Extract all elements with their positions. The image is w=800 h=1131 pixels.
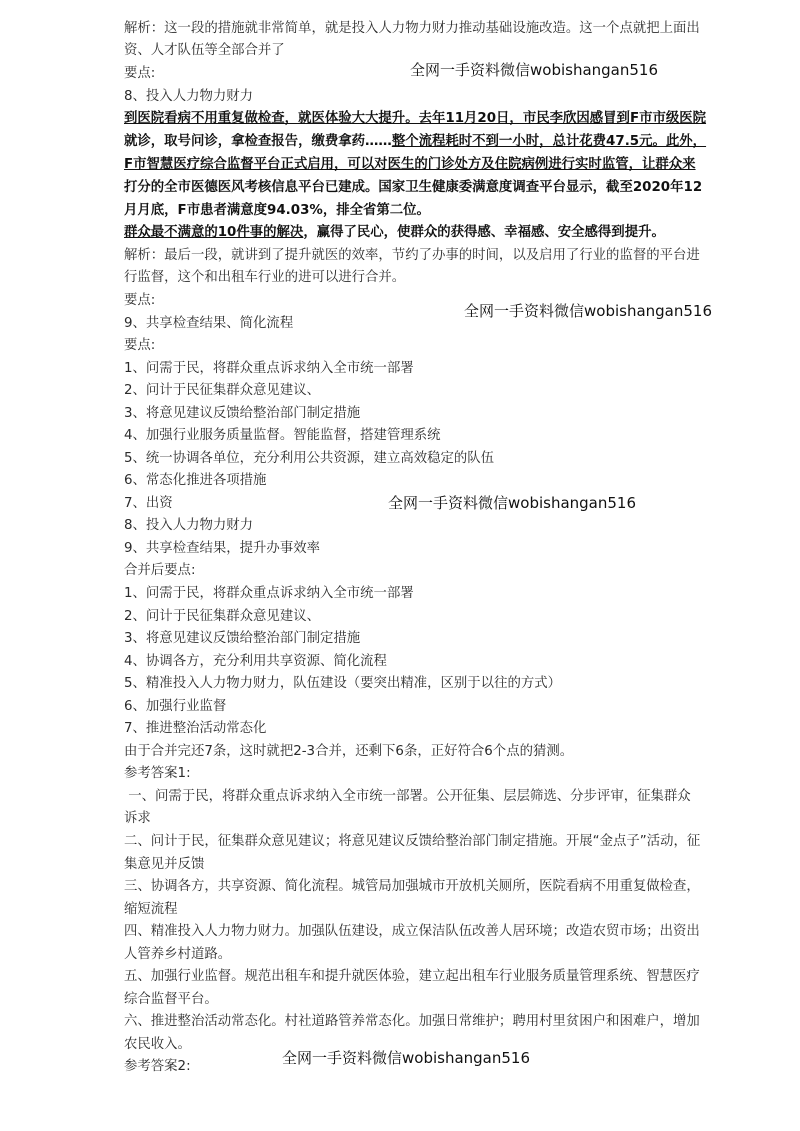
watermark: 全网一手资料微信wobishangan516 — [464, 302, 713, 320]
analysis-text: 解析：最后一段，就讲到了提升就医的效率，节约了办事的时间，以及启用了行业的监督的平台进 — [124, 248, 700, 263]
bold-text-plain: ，赢得了民心，使群众的获得感、幸福感、安全感得到提升。 — [303, 225, 665, 240]
analysis-text: 行监督，这个和出租车行业的进可以进行合并。 — [124, 270, 406, 285]
answer-label: 参考答案2: — [124, 1059, 191, 1074]
bold-underlined-text: 到医院看病不用重复做检查，就医体验大大提升。去年11月20日，市民李欣因感冒到F市市级医院 — [124, 111, 707, 126]
merged-item: 5、精准投入人力物力财力，队伍建设（要突出精准，区别于以往的方式） — [124, 676, 562, 691]
summary-item: 8、投入人力物力财力 — [124, 518, 254, 533]
point-item: 8、投入人力物力财力 — [124, 89, 254, 104]
merged-item: 2、问计于民征集群众意见建议、 — [124, 609, 320, 624]
answer-label: 参考答案1: — [124, 766, 191, 781]
merged-note: 由于合并完还7条，这时就把2-3合并，还剩下6条，正好符合6个点的猜测。 — [124, 744, 574, 759]
merged-item: 4、协调各方，充分利用共享资源、简化流程 — [124, 654, 387, 669]
merged-item: 6、加强行业监督 — [124, 699, 227, 714]
analysis-text: 解析：这一段的措施就非常简单，就是投入人力物力财力推动基础设施改造。这一个点就把上面出 — [124, 21, 700, 36]
answer-line: 三、协调各方，共享资源、简化流程。城管局加强城市开放机关厕所，医院看病不用重复做检查， — [124, 879, 700, 894]
answer-line: 六、推进整治活动常态化。村社道路管养常态化。加强日常维护；聘用村里贫困户和困难户，增加 — [124, 1014, 700, 1029]
watermark: 全网一手资料微信wobishangan516 — [282, 1049, 531, 1067]
answer-line: 缩短流程 — [124, 902, 178, 917]
bold-text — [124, 222, 684, 244]
summary-item: 4、加强行业服务质量监督。智能监督，搭建管理系统 — [124, 428, 441, 443]
points-label: 要点: — [124, 293, 156, 308]
summary-label: 要点: — [124, 338, 156, 353]
answer-line: 综合监督平台。 — [124, 992, 218, 1007]
answer-line: 一、问需于民，将群众重点诉求纳入全市统一部署。公开征集、层层筛选、分步评审，征集群众 — [124, 789, 691, 804]
summary-item: 1、问需于民，将群众重点诉求纳入全市统一部署 — [124, 361, 414, 376]
answer-line: 五、加强行业监督。规范出租车和提升就医体验，建立起出租车行业服务质量管理系统、智慧医疗 — [124, 969, 700, 984]
merged-item: 7、推进整治活动常态化 — [124, 721, 267, 736]
answer-line: 四、精准投入人力物力财力。加强队伍建设，成立保洁队伍改善人居环境；改造农贸市场；出资出 — [124, 924, 700, 939]
answer-line: 农民收入。 — [124, 1037, 191, 1052]
merged-label: 合并后要点: — [124, 563, 196, 578]
bold-text-plain: 就诊，取号问诊，拿检查报告，缴费拿药…… — [124, 134, 392, 149]
summary-item: 5、统一协调各单位，充分利用公共资源，建立高效稳定的队伍 — [124, 451, 495, 466]
watermark: 全网一手资料微信wobishangan516 — [410, 61, 659, 79]
merged-item: 1、问需于民，将群众重点诉求纳入全市统一部署 — [124, 586, 414, 601]
points-label: 要点: — [124, 66, 156, 81]
answer-line: 集意见并反馈 — [124, 857, 205, 872]
summary-item: 7、出资 — [124, 496, 173, 511]
bold-text-underlined: 群众最不满意的10件事的解决 — [124, 225, 304, 240]
merged-item: 3、将意见建议反馈给整治部门制定措施 — [124, 631, 361, 646]
point-item: 9、共享检查结果、简化流程 — [124, 316, 294, 331]
answer-line: 人管养乡村道路。 — [124, 947, 232, 962]
summary-item: 3、将意见建议反馈给整治部门制定措施 — [124, 406, 361, 421]
analysis-text: 资、人才队伍等全部合并了 — [124, 43, 285, 58]
summary-item: 6、常态化推进各项措施 — [124, 473, 267, 488]
summary-item: 9、共享检查结果，提升办事效率 — [124, 541, 320, 556]
bold-underlined-text: F市智慧医疗综合监督平台正式启用，可以对医生的门诊处方及住院病例进行实时监管，让群众来 — [124, 157, 696, 172]
bold-text-underlined: 整个流程耗时不到一小时，总计花费47.5元。此外， — [391, 134, 707, 149]
bold-text — [124, 131, 707, 153]
bold-text: 打分的全市医德医风考核信息平台已建成。国家卫生健康委满意度调查平台显示，截至2020年12 — [124, 180, 703, 195]
answer-line: 诉求 — [124, 811, 151, 826]
summary-item: 2、问计于民征集群众意见建议、 — [124, 383, 320, 398]
watermark: 全网一手资料微信wobishangan516 — [388, 494, 637, 512]
answer-line: 二、问计于民，征集群众意见建议；将意见建议反馈给整治部门制定措施。开展“金点子”活动，征 — [124, 834, 701, 849]
bold-text: 月月底，F市患者满意度94.03%，排全省第二位。 — [124, 203, 430, 218]
